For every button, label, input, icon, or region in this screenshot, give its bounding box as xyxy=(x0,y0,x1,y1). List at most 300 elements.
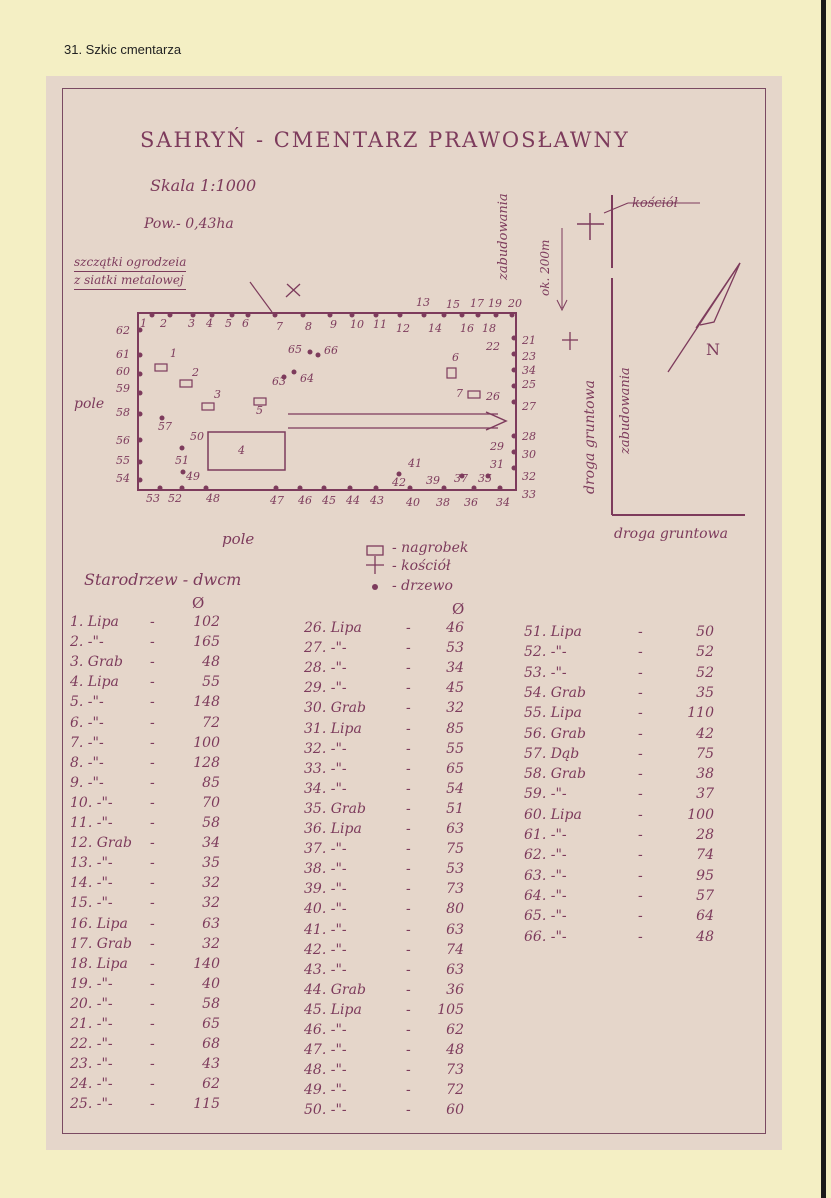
tree-list-entry xyxy=(70,956,224,974)
tree-list-entry xyxy=(304,1082,468,1100)
plot-number: 55 xyxy=(116,454,130,467)
tree-diameter: 63 xyxy=(446,961,464,978)
tree-species: 2. -"- xyxy=(70,634,104,651)
tree-diameter: 128 xyxy=(193,754,220,771)
tree-separator: - xyxy=(638,806,643,823)
legend-tree: - drzewo xyxy=(392,578,453,594)
tree-separator: - xyxy=(150,794,155,811)
plot-number: 26 xyxy=(486,390,500,403)
tree-species: 54. Grab xyxy=(524,684,586,701)
tree-separator: - xyxy=(406,861,411,878)
tree-list-entry xyxy=(304,1102,468,1120)
grave-7 xyxy=(468,391,480,398)
plot-number: 58 xyxy=(116,406,130,419)
tree-list-entry xyxy=(70,936,224,954)
church-label: kościół xyxy=(632,196,678,211)
tree-species: 12. Grab xyxy=(70,835,132,852)
tree-separator: - xyxy=(638,827,643,843)
plot-number: 47 xyxy=(270,494,284,507)
tree-separator: - xyxy=(150,815,155,831)
tree-diameter: 38 xyxy=(696,766,714,783)
tree-list-entry xyxy=(70,976,224,994)
legend-grave-symbol xyxy=(367,546,383,555)
plot-number: 64 xyxy=(300,372,314,385)
tree-separator: - xyxy=(406,821,411,837)
plot-number: 61 xyxy=(116,348,130,361)
tree-separator: - xyxy=(150,1076,155,1093)
tree-diameter: 35 xyxy=(696,684,714,701)
tree-diameter: 55 xyxy=(202,674,220,691)
grave-3 xyxy=(202,403,214,410)
tree-species: 66. -"- xyxy=(524,928,567,945)
tree-diameter: 34 xyxy=(446,660,464,677)
tree-species: 31. Lipa xyxy=(304,720,362,737)
plot-number: 12 xyxy=(396,322,410,335)
map-area: Pow.- 0,43ha xyxy=(144,216,234,232)
grave-4-outline xyxy=(208,432,285,470)
tree-separator: - xyxy=(406,1042,411,1059)
tree-diameter: 68 xyxy=(202,1036,220,1053)
tree-species: 49. -"- xyxy=(304,1082,347,1099)
tree-list-entry xyxy=(70,1036,224,1054)
tree-species: 65. -"- xyxy=(524,908,567,925)
tree-species: 6. -"- xyxy=(70,714,104,731)
tree-list-entry xyxy=(304,801,468,819)
tree-list-entry xyxy=(304,1002,468,1020)
tree-marker xyxy=(512,450,517,455)
tree-list-entry xyxy=(70,815,224,833)
tree-diameter: 43 xyxy=(202,1056,220,1073)
tree-diameter: 65 xyxy=(202,1016,220,1032)
tree-list-entry xyxy=(524,705,718,723)
tree-diameter: 63 xyxy=(202,915,220,932)
tree-species: 40. -"- xyxy=(304,901,347,918)
tree-marker xyxy=(138,438,143,443)
tree-marker xyxy=(138,460,143,465)
tree-separator: - xyxy=(150,774,155,791)
tree-species: 45. Lipa xyxy=(304,1001,362,1018)
tree-list-entry xyxy=(524,929,718,947)
plot-number: 37 xyxy=(454,472,468,485)
plot-number: 42 xyxy=(392,476,406,489)
tree-list-entry xyxy=(304,1062,468,1080)
tree-marker xyxy=(512,466,517,471)
tree-separator: - xyxy=(150,895,155,912)
tree-list-entry xyxy=(304,881,468,899)
tree-list-entry xyxy=(524,685,718,703)
tree-list-entry xyxy=(524,766,718,784)
tree-diameter: 105 xyxy=(437,1001,464,1018)
tree-species: 5. -"- xyxy=(70,694,104,711)
tree-diameter: 65 xyxy=(446,760,464,777)
tree-separator: - xyxy=(150,855,155,872)
tree-diameter: 48 xyxy=(446,1042,464,1059)
plot-number: 34 xyxy=(522,364,536,377)
tree-diameter: 32 xyxy=(202,875,220,892)
plot-number: 33 xyxy=(522,488,536,501)
plot-number: 21 xyxy=(522,334,536,347)
tree-marker xyxy=(308,350,313,355)
tree-list-entry xyxy=(524,868,718,886)
tree-list-entry xyxy=(70,855,224,873)
tree-list-entry xyxy=(524,888,718,906)
tree-diameter: 63 xyxy=(446,921,464,938)
tree-list-entry xyxy=(304,761,468,779)
tree-species: 24. -"- xyxy=(70,1076,113,1093)
tree-species: 9. -"- xyxy=(70,774,104,791)
tree-species: 46. -"- xyxy=(304,1022,347,1038)
tree-diameter: 85 xyxy=(202,774,220,791)
tree-separator: - xyxy=(150,955,155,972)
plot-number: 11 xyxy=(373,318,387,331)
tree-separator: - xyxy=(406,740,411,757)
tree-list-entry xyxy=(70,654,224,672)
page-caption: 31. Szkic cmentarza xyxy=(64,42,182,57)
plot-number: 22 xyxy=(486,340,500,353)
tree-diameter: 45 xyxy=(446,680,464,697)
plot-number: 31 xyxy=(490,458,504,471)
tree-separator: - xyxy=(638,624,643,640)
tree-diameter: 57 xyxy=(696,887,714,904)
tree-diameter: 50 xyxy=(696,624,714,640)
tree-species: 48. -"- xyxy=(304,1062,347,1079)
tree-diameter: 140 xyxy=(193,955,220,972)
plot-number: 50 xyxy=(190,430,204,443)
tree-marker xyxy=(512,368,517,373)
tree-marker xyxy=(512,434,517,439)
tree-list-entry xyxy=(70,835,224,853)
tree-list-entry xyxy=(524,624,718,642)
tree-separator: - xyxy=(150,1096,155,1113)
tree-marker xyxy=(273,313,278,318)
tree-marker xyxy=(298,486,303,491)
map-title: SAHRYŃ - CMENTARZ PRAWOSŁAWNY xyxy=(140,128,630,152)
tree-list-entry xyxy=(524,786,718,804)
tree-separator: - xyxy=(150,975,155,992)
tree-species: 25. -"- xyxy=(70,1096,113,1113)
plot-number: 3 xyxy=(188,317,195,330)
tree-list-entry xyxy=(70,715,224,733)
tree-separator: - xyxy=(406,720,411,737)
tree-species: 13. -"- xyxy=(70,855,113,872)
tree-separator: - xyxy=(638,867,643,884)
plot-number: 10 xyxy=(350,318,364,331)
grave-6 xyxy=(447,368,456,378)
plot-number: 54 xyxy=(116,472,130,485)
fence-label-line-1: szczątki ogrodzeia xyxy=(74,254,186,272)
plot-number: 32 xyxy=(522,470,536,483)
tree-marker xyxy=(476,313,481,318)
tree-diameter: 85 xyxy=(446,720,464,737)
road-label-vertical: droga gruntowa xyxy=(582,380,598,494)
tree-marker xyxy=(168,313,173,318)
tree-diameter: 74 xyxy=(446,941,464,958)
tree-marker xyxy=(138,478,143,483)
tree-species: 22. -"- xyxy=(70,1036,113,1053)
tree-separator: - xyxy=(150,935,155,952)
plot-number: 53 xyxy=(146,492,160,505)
tree-list-entry xyxy=(304,660,468,678)
fence-pointer xyxy=(250,282,272,312)
tree-marker xyxy=(322,486,327,491)
plot-number: 2 xyxy=(192,366,199,379)
tree-list-entry xyxy=(70,1096,224,1114)
tree-separator: - xyxy=(150,654,155,671)
tree-diameter: 73 xyxy=(446,1062,464,1079)
tree-diameter: 73 xyxy=(446,881,464,898)
tree-list-entry xyxy=(304,620,468,638)
plot-number: 41 xyxy=(408,457,422,470)
tree-species: 26. Lipa xyxy=(304,620,362,636)
map-scale: Skala 1:1000 xyxy=(150,176,257,195)
tree-diameter: 63 xyxy=(446,821,464,837)
tree-list-entry xyxy=(70,1056,224,1074)
legend-tree-symbol xyxy=(372,584,378,590)
tree-diameter: 36 xyxy=(446,981,464,998)
tree-list-entry xyxy=(70,755,224,773)
tree-species: 55. Lipa xyxy=(524,705,582,722)
tree-list-entry xyxy=(70,895,224,913)
tree-diameter: 100 xyxy=(193,734,220,751)
tree-separator: - xyxy=(150,714,155,731)
tree-separator: - xyxy=(638,766,643,783)
plot-number: 20 xyxy=(508,297,522,310)
plot-number: 7 xyxy=(456,387,463,400)
tree-marker xyxy=(408,486,413,491)
tree-diameter: 28 xyxy=(696,827,714,843)
tree-species: 32. -"- xyxy=(304,740,347,757)
plot-number: 5 xyxy=(225,317,232,330)
tree-separator: - xyxy=(406,961,411,978)
grave-2 xyxy=(180,380,192,387)
plot-number: 2 xyxy=(160,317,167,330)
tree-separator: - xyxy=(406,921,411,938)
tree-species: 58. Grab xyxy=(524,766,586,783)
tree-marker xyxy=(512,400,517,405)
tree-marker xyxy=(180,446,185,451)
tree-list-entry xyxy=(70,674,224,692)
tree-separator: - xyxy=(406,1082,411,1099)
tree-separator: - xyxy=(406,981,411,998)
plot-number: 15 xyxy=(446,298,460,311)
tree-marker xyxy=(292,370,297,375)
plot-number: 48 xyxy=(206,492,220,505)
tree-diameter: 32 xyxy=(202,895,220,912)
tree-marker xyxy=(138,391,143,396)
tree-species: 42. -"- xyxy=(304,941,347,958)
tree-species: 43. -"- xyxy=(304,961,347,978)
tree-species: 50. -"- xyxy=(304,1102,347,1119)
plot-number: 60 xyxy=(116,365,130,378)
tree-marker xyxy=(374,486,379,491)
tree-species: 16. Lipa xyxy=(70,915,128,932)
tree-species: 3. Grab xyxy=(70,654,123,671)
church-pointer xyxy=(604,203,628,213)
tree-separator: - xyxy=(406,1001,411,1018)
tree-separator: - xyxy=(638,928,643,945)
tree-diameter: 51 xyxy=(446,800,464,817)
tree-diameter: 110 xyxy=(687,705,714,722)
tree-species: 18. Lipa xyxy=(70,955,128,972)
plot-number: 38 xyxy=(436,496,450,509)
tree-species: 63. -"- xyxy=(524,867,567,884)
tree-diameter: 52 xyxy=(696,644,714,661)
tree-separator: - xyxy=(406,660,411,677)
tree-separator: - xyxy=(150,734,155,751)
tree-list-entry xyxy=(524,807,718,825)
tree-list-entry xyxy=(524,726,718,744)
field-label-bottom: pole xyxy=(222,530,255,548)
tree-list-entry xyxy=(304,942,468,960)
plot-number: 46 xyxy=(298,494,312,507)
tree-separator: - xyxy=(150,1016,155,1032)
tree-diameter: 75 xyxy=(446,841,464,858)
tree-separator: - xyxy=(406,620,411,636)
tree-list-entry xyxy=(304,741,468,759)
tree-species: 7. -"- xyxy=(70,734,104,751)
tree-list-entry xyxy=(524,746,718,764)
tree-species: 17. Grab xyxy=(70,935,132,952)
plot-number: 16 xyxy=(460,322,474,335)
tree-diameter: 34 xyxy=(202,835,220,852)
north-arrow-head xyxy=(696,263,740,328)
tree-diameter: 53 xyxy=(446,861,464,878)
tree-separator: - xyxy=(406,881,411,898)
tree-species: 62. -"- xyxy=(524,847,567,864)
tree-diameter: 52 xyxy=(696,664,714,681)
tree-species: 57. Dąb xyxy=(524,745,580,762)
tree-separator: - xyxy=(150,614,155,630)
tree-diameter: 53 xyxy=(446,640,464,657)
tree-species: 33. -"- xyxy=(304,760,347,777)
plot-number: 30 xyxy=(522,448,536,461)
plot-number: 7 xyxy=(276,320,283,333)
plot-number: 40 xyxy=(406,496,420,509)
legend-church: - kościół xyxy=(392,558,451,574)
plot-number: 6 xyxy=(242,317,249,330)
tree-separator: - xyxy=(406,640,411,657)
tree-diameter: 72 xyxy=(446,1082,464,1099)
tree-marker xyxy=(442,486,447,491)
field-label-left: pole xyxy=(74,396,105,412)
plot-number: 51 xyxy=(175,454,189,467)
plot-number: 13 xyxy=(416,296,430,309)
tree-separator: - xyxy=(150,915,155,932)
distance-label: ok. 200m xyxy=(538,239,552,296)
tree-marker xyxy=(374,313,379,318)
tree-diameter: 74 xyxy=(696,847,714,864)
tree-list-entry xyxy=(70,996,224,1014)
tree-species: 8. -"- xyxy=(70,754,104,771)
tree-marker xyxy=(348,486,353,491)
tree-marker xyxy=(350,313,355,318)
plot-number: 36 xyxy=(464,496,478,509)
tree-list-entry xyxy=(70,735,224,753)
plot-number: 56 xyxy=(116,434,130,447)
tree-species: 39. -"- xyxy=(304,881,347,898)
tree-separator: - xyxy=(150,875,155,892)
tree-species: 34. -"- xyxy=(304,780,347,797)
plot-number: 35 xyxy=(478,472,492,485)
plot-number: 9 xyxy=(330,318,337,331)
tree-species: 4. Lipa xyxy=(70,674,119,691)
tree-separator: - xyxy=(638,644,643,661)
tree-diameter: 165 xyxy=(193,634,220,651)
tree-diameter: 102 xyxy=(193,614,220,630)
tree-species: 35. Grab xyxy=(304,800,366,817)
tree-list-entry xyxy=(304,982,468,1000)
plot-number: 52 xyxy=(168,492,182,505)
tree-list-entry xyxy=(304,962,468,980)
plot-number: 18 xyxy=(482,322,496,335)
tree-species: 28. -"- xyxy=(304,660,347,677)
tree-diameter: 32 xyxy=(446,700,464,717)
tree-list-entry xyxy=(524,847,718,865)
tree-list-entry xyxy=(304,1042,468,1060)
tree-diameter: 40 xyxy=(202,975,220,992)
plot-number: 63 xyxy=(272,375,286,388)
buildings-label-right: zabudowania xyxy=(618,367,633,454)
tree-diameter: 62 xyxy=(446,1022,464,1038)
tree-separator: - xyxy=(406,700,411,717)
tree-marker xyxy=(422,313,427,318)
tree-separator: - xyxy=(150,674,155,691)
tree-marker xyxy=(512,336,517,341)
fence-label-line-2: z siatki metalowej xyxy=(74,272,186,290)
tree-separator: - xyxy=(406,1022,411,1038)
plot-number: 6 xyxy=(452,351,459,364)
tree-list-entry xyxy=(304,1022,468,1040)
tree-diameter: 58 xyxy=(202,815,220,831)
tree-species: 38. -"- xyxy=(304,861,347,878)
tree-marker xyxy=(180,486,185,491)
tree-list-entry xyxy=(70,1016,224,1034)
cross-top-b xyxy=(286,284,300,297)
tree-diameter: 62 xyxy=(202,1076,220,1093)
tree-diameter: 60 xyxy=(446,1102,464,1119)
tree-diameter: 54 xyxy=(446,780,464,797)
tree-list-entry xyxy=(524,908,718,926)
plot-number: 17 xyxy=(470,297,484,310)
tree-list-entry xyxy=(70,916,224,934)
tree-marker xyxy=(274,486,279,491)
plot-number: 8 xyxy=(305,320,312,333)
plot-number: 29 xyxy=(490,440,504,453)
tree-species: 51. Lipa xyxy=(524,624,582,640)
tree-separator: - xyxy=(150,634,155,651)
plot-number: 66 xyxy=(324,344,338,357)
tree-marker xyxy=(512,384,517,389)
tree-separator: - xyxy=(406,941,411,958)
tree-marker xyxy=(510,313,515,318)
tree-species: 56. Grab xyxy=(524,725,586,742)
plot-number: 49 xyxy=(186,470,200,483)
tree-separator: - xyxy=(638,705,643,722)
tree-marker xyxy=(181,470,186,475)
cemetery-boundary xyxy=(138,313,516,490)
tree-separator: - xyxy=(406,841,411,858)
tree-separator: - xyxy=(638,745,643,762)
plot-number: 34 xyxy=(496,496,510,509)
plot-number: 14 xyxy=(428,322,442,335)
tree-marker xyxy=(316,353,321,358)
tree-species: 20. -"- xyxy=(70,995,113,1012)
tree-separator: - xyxy=(150,754,155,771)
tree-diameter: 115 xyxy=(193,1096,220,1113)
tree-diameter: 37 xyxy=(696,786,714,803)
tree-diameter: 32 xyxy=(202,935,220,952)
tree-species: 41. -"- xyxy=(304,921,347,938)
